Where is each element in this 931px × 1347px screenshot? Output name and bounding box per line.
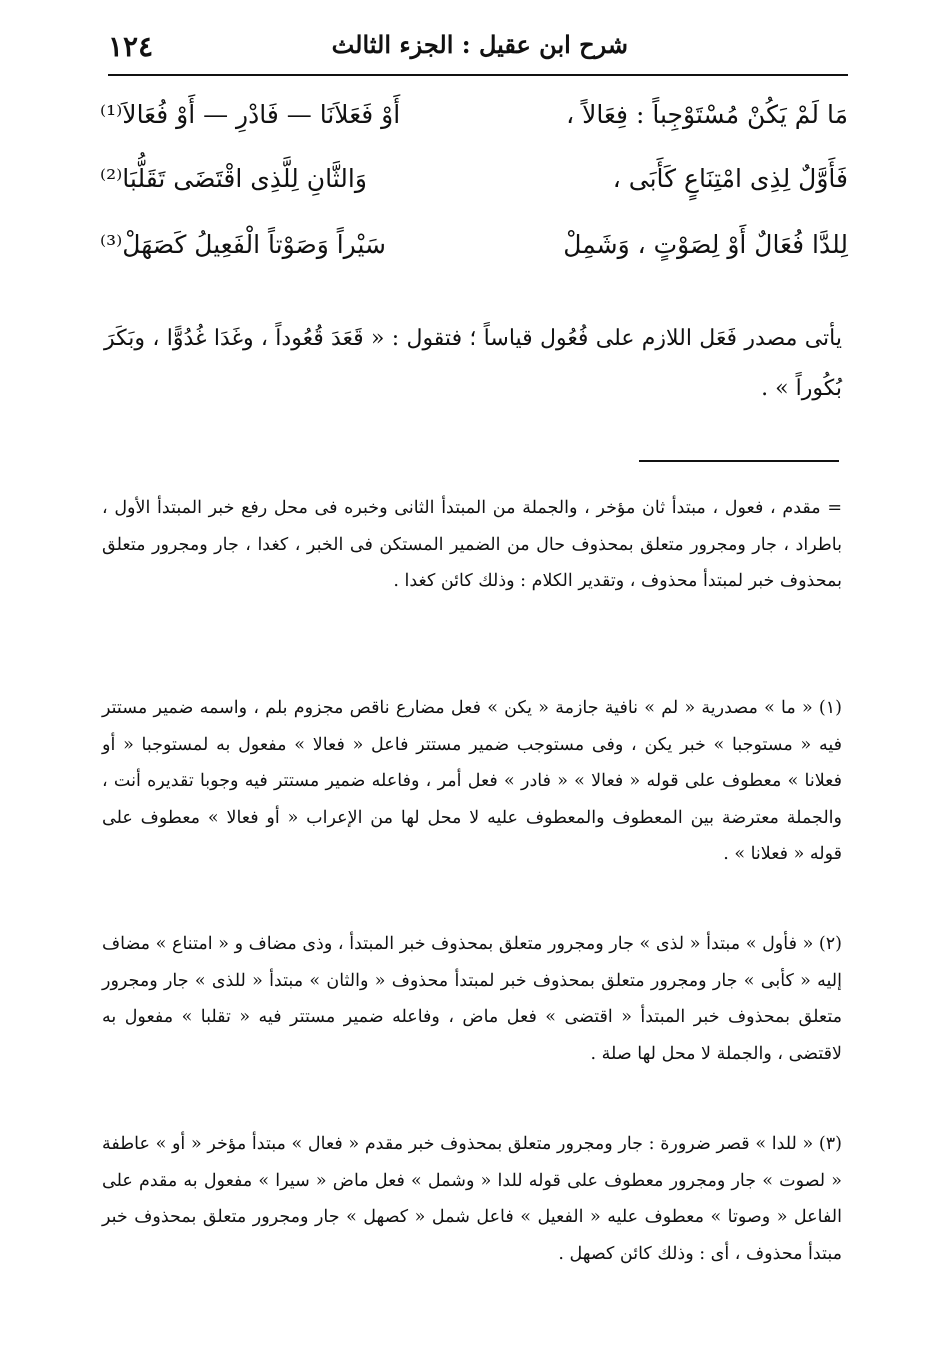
verse-hemistich-first: مَا لَمْ يَكُنْ مُسْتَوْجِباً : فِعَالاً ، <box>566 100 848 129</box>
footnote-2: (٢) « فأول » مبتدأ « لذى » جار ومجرور متعلق بمحذوف خبر المبتدأ ، وذى مضاف و « امتناع » مضاف إليه « كأبى » جار ومجرور متعلق بمحذوف خبر لمبتدأ محذوف « والثان » مبتدأ « للذى » جار ومجرور متعلق بمحذوف خبر المبتدأ « اقتضى » فعل ماض ، وفاعله ضمير مستتر فيه « تقلبا » مفعول به لاقتضى ، والجملة لا محل لها صلة . <box>102 934 842 1064</box>
page-header <box>108 26 848 70</box>
footnote-1: (١) « ما » مصدرية « لم » نافية جازمة « يكن » فعل مضارع ناقص مجزوم بلم ، واسمه ضمير مستتر فيه « مستوجبا » خبر يكن ، وفى مستوجب ضمير مستتر فاعل « فعالا » مفعول به لمستوجبا « أو فعلانا » معطوف على قوله « فعالا » « فادر » فعل أمر ، وفاعله ضمير مستتر فيه وجوبا تقديره أنت ، والجملة معترضة بين المعطوف والمعطوف عليه لا محل لها من الإعراب « أو فعالا » معطوف على قوله « فعلانا » . <box>102 698 842 864</box>
footnote-continuation: = مقدم ، فعول ، مبتدأ ثان مؤخر ، والجملة من المبتدأ الثانى وخبره فى محل رفع خبر المبتدأ الأول ، باطراد ، جار ومجرور متعلق بمحذوف حال من الضمير المستكن فى الخبر ، كغدا ، جار ومجرور متعلق بمحذوف خبر لمبتدأ محذوف ، وتقدير الكلام : وذلك كائن كغدا . <box>102 498 842 591</box>
verse-hemistich-second: أَوْ فَعَلاَنَا — فَادْرِ — أَوْ فُعَالاَ⁽¹⁾ <box>100 100 401 129</box>
verse-line <box>100 156 848 206</box>
verse-hemistich-second: سَيْراً وَصَوْتاً الْفَعِيلُ كَصَهَلْ⁽³⁾ <box>100 230 386 259</box>
header-rule <box>108 74 848 76</box>
footnote-3: (٣) « للدا » قصر ضرورة : جار ومجرور متعلق بمحذوف خبر مقدم « فعال » مبتدأ مؤخر « أو » عاطفة « لصوت » جار ومجرور معطوف على قوله للدا « وشمل » فعل ماض « سيرا » مفعول به مقدم على الفاعل « وصوتا » معطوف عليه « الفعيل » فاعل شمل « كصهل » جار ومجرور متعلق بمحذوف خبر مبتدأ محذوف ، أى : وذلك كائن كصهل . <box>102 1134 842 1264</box>
page-number: ١٢٤ <box>108 30 154 63</box>
running-title: شرح ابن عقيل : الجزء الثالث <box>331 30 628 59</box>
verse-hemistich-first: فَأَوَّلٌ لِذِى امْتِنَاعٍ كَأَبَى ، <box>612 164 848 193</box>
verse-line <box>100 222 848 272</box>
verse-line <box>100 92 848 142</box>
footnote-divider <box>639 460 839 462</box>
commentary-paragraph: يأتى مصدر فَعَل اللازم على فُعُول قياساً ؛ فتقول : « قَعَدَ قُعُوداً ، وغَدَا غُدُوًّا ، وبَكَرَ بُكُوراً » . <box>104 326 842 401</box>
verse-hemistich-first: لِلدَّا فُعَالٌ أَوْ لِصَوْتٍ ، وَشَمِلْ <box>563 230 848 259</box>
verse-hemistich-second: وَالثَّانِ لِلَّذِى اقْتَضَى تَقَلُّبَا⁽²⁾ <box>100 164 367 193</box>
